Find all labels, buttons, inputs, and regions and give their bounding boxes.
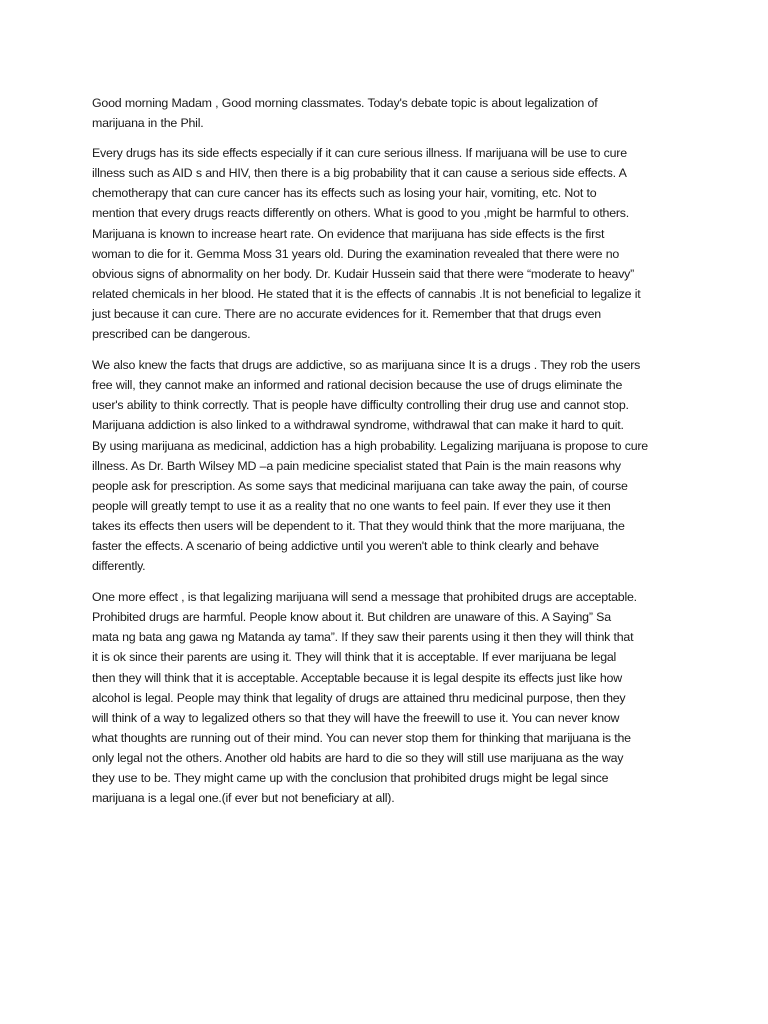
paragraph-addiction: We also knew the facts that drugs are addictive, so as marijuana since It is a drugs . They rob the users free will, they cannot make an informed and rational decision because the use of drugs eliminate the user's ability to think correctly. That is people have difficulty controlling their drug use and cannot stop. Marijuana addiction is also linked to a withdrawal syndrome, withdrawal that can make it hard to quit. By using marijuana as medicinal, addiction has a high probability. Legalizing marijuana is propose to cure illness. As Dr. Barth Wilsey MD –a pain medicine specialist stated that Pain is the main reasons why people ask for prescription. As some says that medicinal marijuana can take away the pain, of course people will greatly tempt to use it as a reality that no one wants to feel pain. If ever they use it then takes its effects then users will be dependent to it. That they would think that the more marijuana, the faster the effects. A scenario of being addictive until you weren't able to think clearly and behave differently. [92, 358, 648, 574]
paragraph-greeting: Good morning Madam , Good morning classmates. Today's debate topic is about legalization of marijuana in the Phil. [92, 96, 598, 131]
paragraph-message: One more effect , is that legalizing marijuana will send a message that prohibited drugs are acceptable. Prohibited drugs are harmful. People know about it. But children are unaware of this. A Saying” Sa mata ng bata ang gawa ng Matanda ay tama”. If they saw their parents using it then they will think that it is ok since their parents are using it. They will think that it is acceptable. If ever marijuana be legal then they will think that it is acceptable. Acceptable because it is legal despite its effects just like how alcohol is legal. People may think that legality of drugs are attained thru medicinal purpose, then they will think of a way to legalized others so that they will have the freewill to use it. You can never know what thoughts are running out of their mind. You can never stop them for thinking that marijuana is the only legal not the others. Another old habits are hard to die so they will still use marijuana as the way they use to be. They might came up with the conclusion that prohibited drugs might be legal since marijuana is a legal one.(if ever but not beneficiary at all). [92, 590, 637, 806]
paragraph-side-effects: Every drugs has its side effects especially if it can cure serious illness. If marijuana will be use to cure illness such as AID s and HIV, then there is a big probability that it can cause a serious side effects. A chemotherapy that can cure cancer has its effects such as losing your hair, vomiting, etc. Not to mention that every drugs reacts differently on others. What is good to you ,might be harmful to others. Marijuana is known to increase heart rate. On evidence that marijuana has side effects is the first woman to die for it. Gemma Moss 31 years old. During the examination revealed that there were no obvious signs of abnormality on her body. Dr. Kudair Hussein said that there were “moderate to heavy” related chemicals in her blood. He stated that it is the effects of cannabis .It is not beneficial to legalize it just because it can cure. There are no accurate evidences for it. Remember that that drugs even prescribed can be dangerous. [92, 146, 641, 342]
